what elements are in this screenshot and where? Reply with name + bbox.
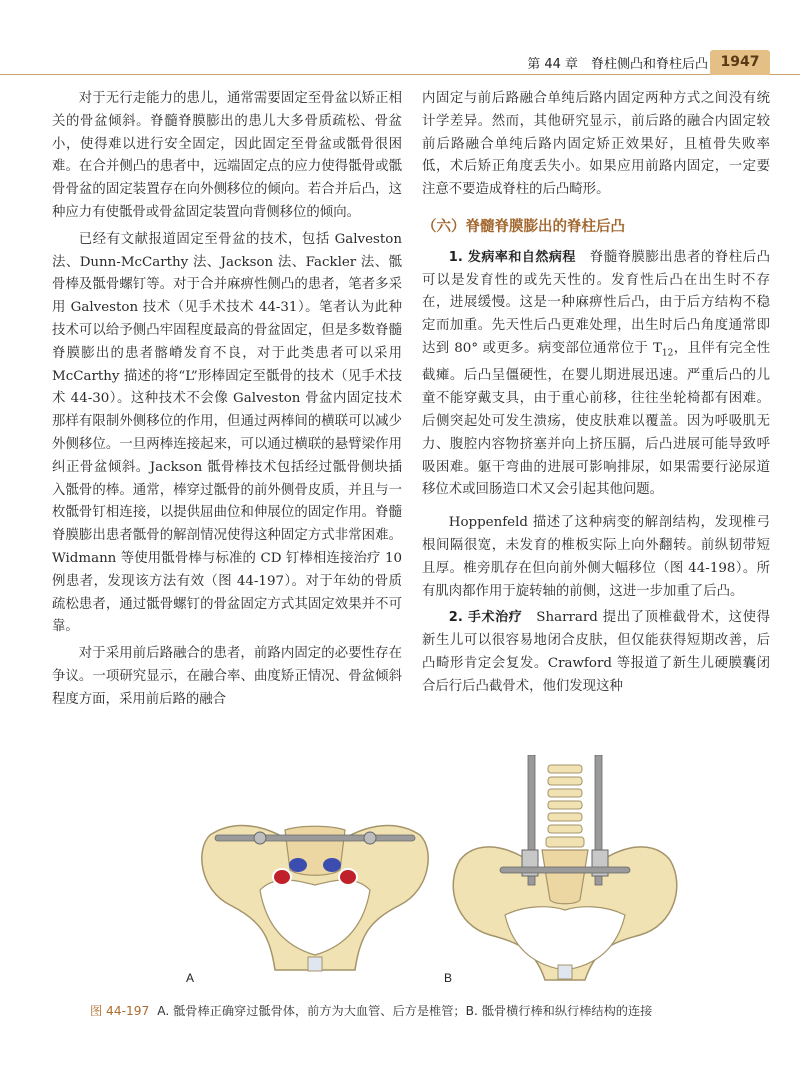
pelvic-opening — [505, 907, 625, 970]
paragraph: 对于采用前后路融合的患者，前路内固定的必要性存在争议。一项研究显示，在融合率、曲度矫正情况、骨盆倾斜程度方面，采用前后路的融合 — [52, 646, 402, 707]
transverse-rod — [215, 835, 415, 841]
paragraph: Hoppenfeld 描述了这种病变的解剖结构，发现椎弓根间隔很宽，未发育的椎板实际上向外翻转。前纵韧带短且厚。椎旁肌存在但向前外侧大幅移位（图 44-198）。所有肌肉都作用于旋转轴的前侧，这进一步加重了后凸。 — [422, 515, 770, 599]
subsection-label: 1. 发病率和自然病程 — [448, 249, 576, 265]
pelvis-illustration-b — [440, 755, 690, 990]
vessel-red-left — [273, 869, 291, 885]
paragraph-text: Sharrard 提出了顶椎截骨术，这使得新生儿可以很容易地闭合皮肤，但仅能获得短期改善，后凸畸形肯定会复发。Crawford 等报道了新生儿硬膜囊闭合后行后凸截骨术，他们发现这种 — [422, 610, 770, 694]
rod-cap-right — [364, 832, 376, 844]
sacral-transverse-rod — [500, 867, 630, 873]
paragraph-text: 脊髓脊膜膨出患者的脊柱后凸可以是发育性的或先天性的。发育性后凸在出生时不存在，进展缓慢。这是一种麻痹性后凸，由于后方结构不稳定而加重。先天性后凸更难处理，出生时后凸角度通常即达到 80° 或更多。病变部位通常位于 T — [422, 249, 771, 356]
vessel-red-right — [339, 869, 357, 885]
header-rule — [0, 74, 800, 75]
panel-label-b: B — [444, 971, 453, 985]
section-title: （六）脊髓脊膜膨出的脊柱后凸 — [422, 218, 625, 235]
pubic-symphysis — [308, 957, 322, 971]
pubic-symphysis-front — [558, 965, 572, 979]
chapter-title: 第 44 章 脊柱侧凸和脊柱后凸 — [527, 57, 708, 72]
right-column — [422, 88, 770, 699]
figure-44-197 — [60, 755, 760, 995]
subsection-label: 2. 手术治疗 — [448, 610, 523, 626]
pelvis-illustration-a — [190, 795, 440, 995]
paragraph: 已经有文献报道固定至骨盆的技术，包括 Galveston 法、Dunn-McCarthy 法、Jackson 法、Fackler 法、骶骨棒及骶骨螺钉等。对于合并麻痹性侧凸的患者，笔者多采用 Galveston 技术（见手术技术 44-31）。笔者认为此种技术可以给予侧凸牢固程度最高的骨盆固定，但是多数脊髓脊膜膨出的患者髂嵴发育不良，对于此类患者可以采用 McCarthy 描述的将“L”形棒固定至骶骨的技术（见手术技术 44-30）。这种技术不会像 Galveston 骨盆内固定技术那样有限制外侧移位的作用，但通过两棒间的横联可以减少外侧移位。一旦两棒连接起来，可以通过横联的悬臂梁作用纠正骨盆倾斜。Jackson 骶骨棒技术包括经过骶骨侧块插入骶骨的棒。通常，棒穿过骶骨的前外侧骨皮质，并且与一枚骶骨钉相连接，以提供屈曲位和伸展位的固定作用。脊髓脊膜膨出患者骶骨的解剖情况使得这种固定方式非常困难。Widmann 等使用骶骨棒与标准的 CD 钉棒相连接治疗 10 例患者，发现该方法有效（图 44-197）。对于年幼的骨质疏松患者，通过骶骨螺钉的骨盆固定方式其固定效果并不可靠。 — [52, 231, 402, 635]
paragraph: 对于无行走能力的患儿，通常需要固定至骨盆以矫正相关的骨盆倾斜。脊髓脊膜膨出的患儿大多骨质疏松、骨盆小，使得难以进行安全固定，因此固定至骨盆或骶骨很困难。在合并侧凸的患者中，远端固定点的应力使得骶骨或骶骨骨盆的固定装置存在向外侧移位的倾向。若合并后凸，这种应力有使骶骨或骨盆固定装置向背侧移位的倾向。 — [52, 91, 402, 220]
subscript: 12 — [661, 348, 674, 359]
rod-cap-left — [254, 832, 266, 844]
page-number: 1947 — [710, 50, 770, 75]
vessel-blue-left — [289, 858, 307, 872]
figure-id: 图 44-197 — [90, 1004, 150, 1018]
paragraph-text: ，且伴有完全性截瘫。后凸呈僵硬性，在婴儿期进展迅速。严重后凸的儿童不能穿戴支具，由于重心前移，往往坐轮椅都有困难。后侧突起处可发生溃疡，使皮肤难以覆盖。因为呼吸肌无力、腹腔内容物挤塞并向上挤压膈，后凸进展可能导致呼吸困难。躯干弯曲的进展可影响排尿，如果需要行泌尿道移位术或回肠造口术又会引起其他问题。 — [422, 340, 770, 498]
paragraph — [422, 607, 770, 698]
panel-label-a: A — [186, 971, 195, 985]
page-header — [0, 50, 800, 76]
left-column — [52, 88, 402, 712]
spine-segments — [546, 765, 584, 847]
sacrum-front — [542, 850, 588, 904]
figure-caption — [90, 1002, 770, 1019]
vessel-blue-right — [323, 858, 341, 872]
paragraph: 内固定与前后路融合单纯后路内固定两种方式之间没有统计学差异。然而，其他研究显示，前后路的融合内固定较前后路融合单纯后路内固定矫正效果好，且植骨失败率低，术后矫正角度丢失小。如果应用前路内固定，一定要注意不要造成脊柱的后凸畸形。 — [422, 91, 770, 198]
caption-text: A. 骶骨棒正确穿过骶骨体，前方为大血管、后方是椎管；B. 骶骨横行棒和纵行棒结构的连接 — [157, 1004, 653, 1018]
paragraph — [422, 247, 770, 502]
